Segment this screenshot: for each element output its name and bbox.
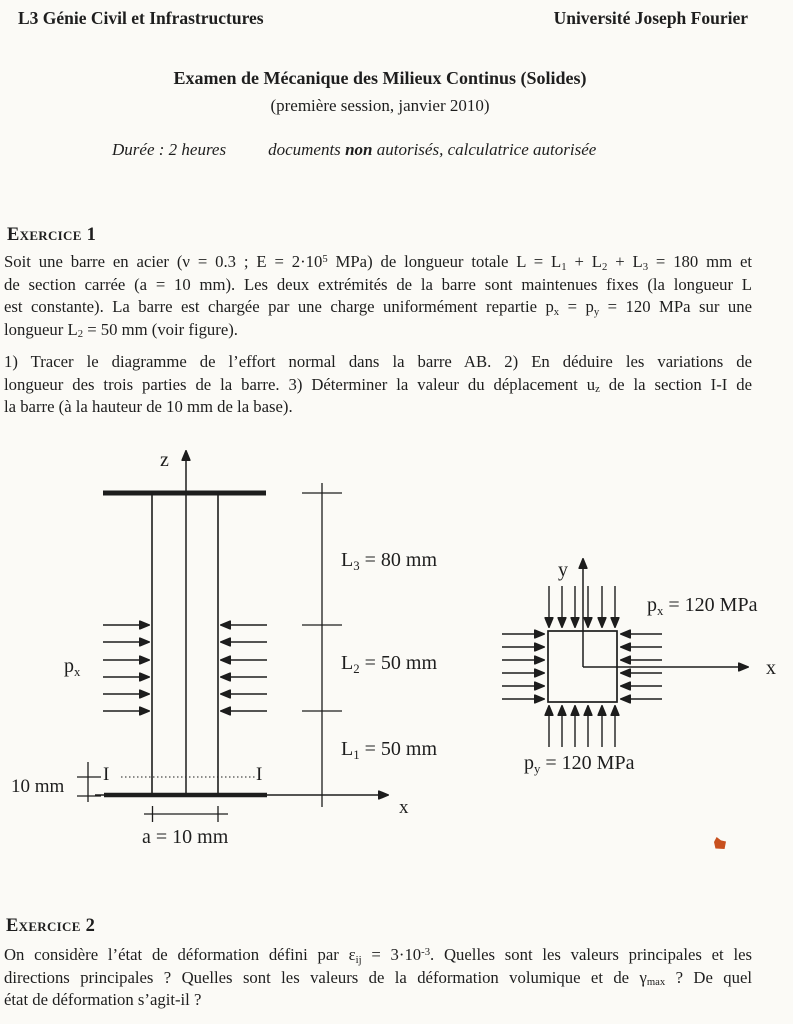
duration-text: Durée : 2 heures xyxy=(112,140,227,159)
exam-subtitle: (première session, janvier 2010) xyxy=(270,96,490,115)
text-line: 1) Tracer le diagramme de l’effort normal dans la barre AB. 2) En déduire les variations de xyxy=(4,352,752,371)
px-load-arrows-left xyxy=(103,625,149,711)
text-line: Soit une barre en acier (ν = 0.3 ; $E = 2\cdot 10^5$ MPa) de longueur totale $L = L_1 + L_2 + L_3 = 180$ mm et xyxy=(4,252,753,273)
offset-dimension xyxy=(77,762,101,802)
width-dimension-label: a = 10 mm xyxy=(142,826,229,848)
documents-rule: documents non autorisés, calculatrice autorisée xyxy=(268,140,597,159)
px-value-label: $p_x = 120$ MPa xyxy=(647,594,758,618)
exercise2-text xyxy=(4,944,752,1012)
px-load-label: $p_x$ xyxy=(64,655,81,679)
l3-dimension-label: $L_3 = 80$ mm xyxy=(341,549,438,573)
university-name: Université Joseph Fourier xyxy=(553,8,748,28)
exercise1-heading: Exercice 1 xyxy=(7,225,97,245)
y-axis-label: y xyxy=(558,559,568,581)
bar-diagram xyxy=(77,451,388,822)
text-line: longueur $L_2 = 50$ mm (voir figure). xyxy=(4,319,238,341)
length-dimension-line xyxy=(302,483,342,807)
l2-dimension-label: $L_2 = 50$ mm xyxy=(341,652,438,676)
section-label-left: I xyxy=(103,764,110,785)
square-element-diagram xyxy=(502,559,748,747)
x-axis-label: x xyxy=(399,797,409,818)
exercise1-intro xyxy=(4,251,752,341)
text-line: état de déformation s’agit-il ? xyxy=(4,990,202,1009)
course-name: L3 Génie Civil et Infrastructures xyxy=(18,8,264,28)
z-axis-label: z xyxy=(160,449,169,471)
exercise2-heading: Exercice 2 xyxy=(6,916,96,936)
text-line: directions principales ? Quelles sont les valeurs de la déformation volumique et de $\gamma_{max}$ ? De quel xyxy=(4,967,752,989)
text-line: la barre (à la hauteur de 10 mm de la base). xyxy=(4,397,293,416)
py-load-arrows-top xyxy=(549,586,615,627)
text-line: On considère l’état de déformation défini par $\varepsilon_{ij} = 3\cdot 10^{-3}$. Quelles sont les valeurs principales et les xyxy=(4,945,753,966)
width-dimension xyxy=(144,806,228,822)
px-load-arrows-left xyxy=(502,634,544,699)
text-line: de section carrée (a = 10 mm). Les deux extrémités de la barre sont maintenues fixes (la longueur L xyxy=(4,274,752,294)
text-line: est constante). La barre est chargée par une charge uniformément repartie $p_x = p_y = 120$ MPa sur une xyxy=(4,297,752,318)
text-line: longueur des trois parties de la barre. 3) Déterminer la valeur du déplacement $u_z$ de la section I-I de xyxy=(4,374,753,396)
py-value-label: $p_y = 120$ MPa xyxy=(524,752,635,776)
exam-conditions xyxy=(112,140,596,160)
exercise1-questions xyxy=(4,351,752,419)
section-label-right: I xyxy=(256,764,263,785)
x-axis-label: x xyxy=(766,657,776,679)
px-load-arrows-right xyxy=(221,625,267,711)
py-load-arrows-bottom xyxy=(549,706,615,747)
l1-dimension-label: $L_1 = 50$ mm xyxy=(341,738,438,762)
exam-title: Examen de Mécanique des Milieux Continus (Solides) xyxy=(173,68,587,88)
offset-dimension-label: 10 mm xyxy=(11,776,65,797)
